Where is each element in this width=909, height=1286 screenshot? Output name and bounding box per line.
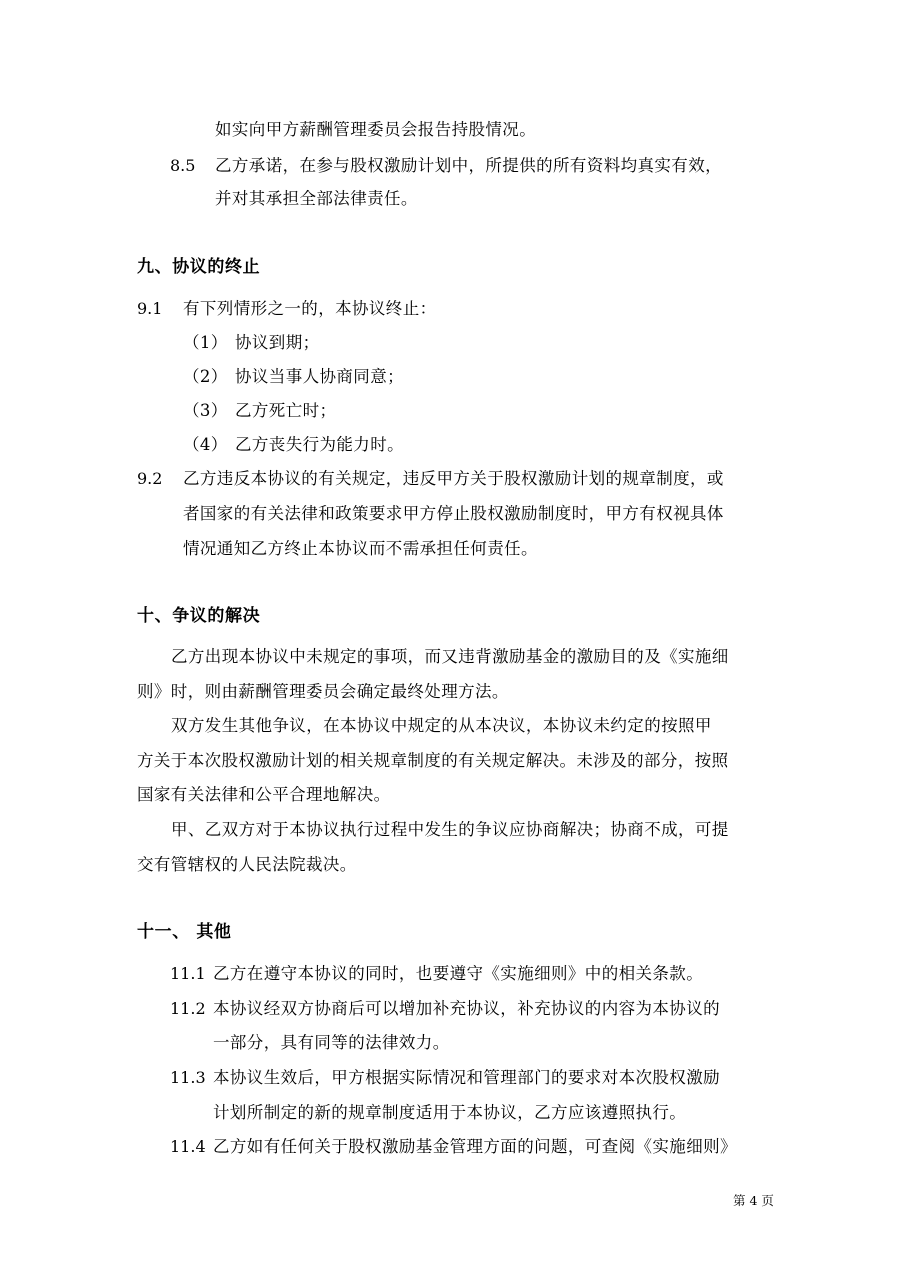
clause-8-5-line-1: 乙方承诺，在参与股权激励计划中，所提供的所有资料均真实有效， (215, 156, 722, 175)
list-item-text: 乙方死亡时； (235, 401, 337, 420)
clause-9-2-line-3: 情况通知乙方终止本协议而不需承担任何责任。 (183, 539, 538, 558)
clause-9-1-number: 9.1 (137, 299, 163, 318)
section-10-p2-line-3: 国家有关法律和公平合理地解决。 (137, 785, 391, 804)
clause-9-2-line-1: 乙方违反本协议的有关规定，违反甲方关于股权激励计划的规章制度，或 (183, 469, 724, 488)
section-9-heading: 九、协议的终止 (137, 257, 261, 277)
section-10-heading: 十、争议的解决 (137, 606, 261, 626)
list-item-number: （3） (183, 401, 228, 420)
section-10-p1-line-1: 乙方出现本协议中未规定的事项，而又违背激励基金的激励目的及《实施细 (171, 647, 729, 666)
section-10-p2-line-2: 方关于本次股权激励计划的相关规章制度的有关规定解决。未涉及的部分，按照 (137, 751, 729, 770)
clause-11-2-line-2: 一部分，具有同等的法律效力。 (213, 1033, 450, 1052)
clause-11-1-text: 乙方在遵守本协议的同时，也要遵守《实施细则》中的相关条款。 (213, 964, 704, 983)
clause-9-2-line-2: 者国家的有关法律和政策要求甲方停止股权激励制度时，甲方有权视具体 (183, 504, 724, 523)
section-11-heading: 十一、 其他 (137, 922, 232, 942)
clause-11-4-number: 11.4 (170, 1137, 206, 1156)
list-item-text: 协议到期； (235, 333, 320, 352)
section-10-p1-line-2: 则》时，则由薪酬管理委员会确定最终处理方法。 (137, 682, 509, 701)
clause-9-1-text: 有下列情形之一的，本协议终止： (183, 299, 437, 318)
section-10-p2-line-1: 双方发生其他争议，在本协议中规定的从本决议，本协议未约定的按照甲 (171, 716, 712, 735)
list-item-number: （4） (183, 435, 228, 454)
clause-9-2-number: 9.2 (137, 469, 163, 488)
clause-11-2-number: 11.2 (170, 999, 206, 1018)
section-10-p3-line-2: 交有管辖权的人民法院裁决。 (137, 855, 357, 874)
clause-8-4-continuation: 如实向甲方薪酬管理委员会报告持股情况。 (215, 120, 537, 139)
list-item-number: （2） (183, 367, 228, 386)
clause-11-4-text: 乙方如有任何关于股权激励基金管理方面的问题，可查阅《实施细则》 (213, 1137, 737, 1156)
clause-8-5-line-2: 并对其承担全部法律责任。 (215, 189, 418, 208)
page-number: 第 4 页 (733, 1193, 774, 1208)
list-item-text: 协议当事人协商同意； (235, 367, 404, 386)
list-item-number: （1） (183, 333, 228, 352)
clause-11-1-number: 11.1 (170, 964, 206, 983)
clause-11-2-line-1: 本协议经双方协商后可以增加补充协议，补充协议的内容为本协议的 (213, 999, 720, 1018)
section-10-p3-line-1: 甲、乙双方对于本协议执行过程中发生的争议应协商解决；协商不成，可提 (171, 820, 729, 839)
clause-8-5-number: 8.5 (170, 156, 196, 175)
list-item-text: 乙方丧失行为能力时。 (235, 435, 404, 454)
clause-11-3-number: 11.3 (170, 1068, 206, 1087)
clause-11-3-line-1: 本协议生效后，甲方根据实际情况和管理部门的要求对本次股权激励 (213, 1068, 720, 1087)
clause-11-3-line-2: 计划所制定的新的规章制度适用于本协议，乙方应该遵照执行。 (213, 1103, 687, 1122)
